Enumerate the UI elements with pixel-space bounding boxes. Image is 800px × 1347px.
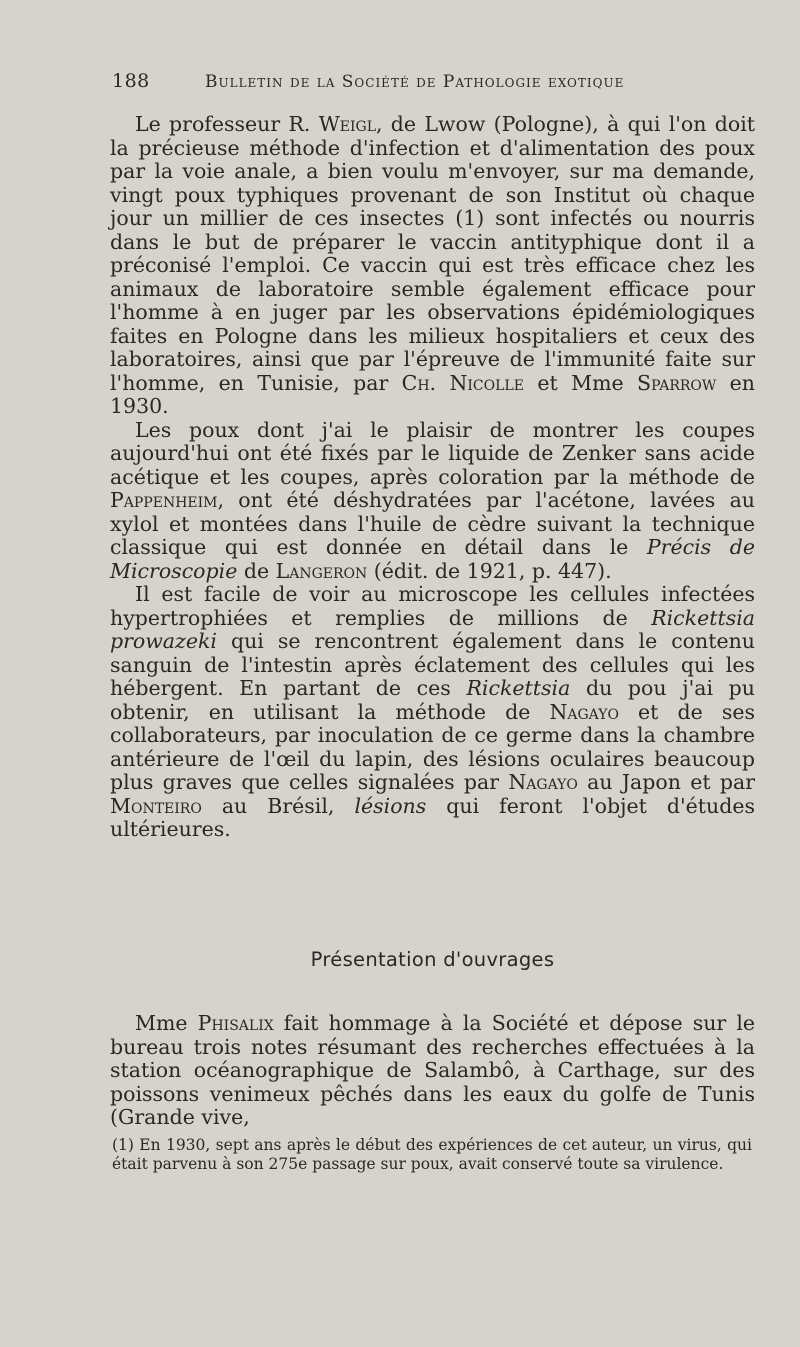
paragraph-4	[110, 1012, 755, 1130]
main-text	[110, 113, 755, 842]
author-name: Nagayo	[549, 699, 619, 724]
text-run: Il est facile de voir au microscope les cellules infectées hypertrophiées et remplies de millions de	[110, 582, 755, 630]
text-run: au Brésil,	[201, 793, 355, 818]
emphasis: lésions	[354, 793, 427, 818]
text-run: de	[237, 558, 276, 583]
page-number: 188	[112, 70, 150, 92]
paragraph-2	[110, 419, 755, 584]
text-run: en 1930.	[110, 370, 756, 418]
text-run: (édit. de 1921, p. 447).	[367, 558, 612, 583]
species-name: Rickettsia	[466, 676, 571, 700]
author-name: Ch. Nicolle	[401, 370, 524, 395]
text-run: au Japon et par	[577, 770, 755, 794]
footnote	[112, 1136, 752, 1174]
text-run: , ont été déshydratées par l'acétone, lavées au xylol et montées dans l'huile de cèdre suivant la technique classique qui est donnée en détail dans le	[110, 488, 755, 559]
author-name: Monteiro	[110, 793, 202, 818]
text-run: qui feront l'objet d'études ultérieures.	[110, 793, 755, 841]
text-run: fait hommage à la Société et dépose sur le bureau trois notes résumant des recherches effectuées à la station océanographique de Salambô, à Carthage, sur des poissons venimeux pêchés dans les eaux du golfe de Tunis (Grande vive,	[110, 1011, 756, 1129]
author-name: Phisalix	[197, 1011, 274, 1035]
author-name: Pappenheim	[110, 488, 218, 512]
paragraph-3	[110, 583, 755, 842]
book-title: Précis de Microscopie	[110, 535, 755, 583]
section-text	[110, 1012, 755, 1130]
species-name: Rickettsia prowazeki	[110, 605, 755, 653]
text-run: du pou j'ai pu obtenir, en utilisant la méthode de	[110, 676, 756, 724]
text-run: , de Lwow (Pologne), à qui l'on doit la précieuse méthode d'infection et d'alimentation des poux par la voie anale, a bien voulu m'envoyer, sur ma demande, vingt poux typhiques provenant de son Institut où chaque jour un millier de ces insectes (1) sont infectés ou nourris dans le but de préparer le vaccin antityphique dont il a préconisé l'emploi. Ce vaccin qui est très efficace chez les animaux de laboratoire semble également efficace pour l'homme à en juger par les observations épidémiologiques faites en Pologne dans les milieux hospitaliers et ceux des laboratoires, ainsi que par l'épreuve de l'immunité faite sur l'homme, en Tunisie, par	[110, 112, 756, 395]
text-run: qui se rencontrent également dans le contenu sanguin de l'intestin après éclatement des cellules qui les hébergent. En partant de ces	[110, 629, 755, 700]
section-heading: Présentation d'ouvrages	[310, 948, 555, 971]
paragraph-1	[110, 113, 755, 419]
footnote-text: (1) En 1930, sept ans après le début des expériences de cet auteur, un virus, qui était parvenu à son 275e passage sur poux, avait conservé toute sa virulence.	[112, 1136, 752, 1173]
text-run: Le professeur R.	[135, 112, 319, 136]
author-name: Langeron	[275, 558, 368, 583]
text-run: Les poux dont j'ai le plaisir de montrer les coupes aujourd'hui ont été fixés par le liquide de Zenker sans acide acétique et les coupes, après coloration par la méthode de	[110, 417, 755, 489]
text-run: Mme	[135, 1011, 198, 1035]
text-run: et Mme	[523, 370, 638, 395]
author-name: Weigl	[318, 112, 376, 136]
author-name: Sparrow	[637, 370, 717, 395]
author-name: Nagayo	[508, 770, 578, 794]
running-title: Bulletin de la Société de Pathologie exotique	[205, 72, 625, 92]
text-run: et de ses collaborateurs, par inoculation de ce germe dans la chambre antérieure de l'œil du lapin, des lésions oculaires beaucoup plus graves que celles signalées par	[110, 699, 755, 794]
